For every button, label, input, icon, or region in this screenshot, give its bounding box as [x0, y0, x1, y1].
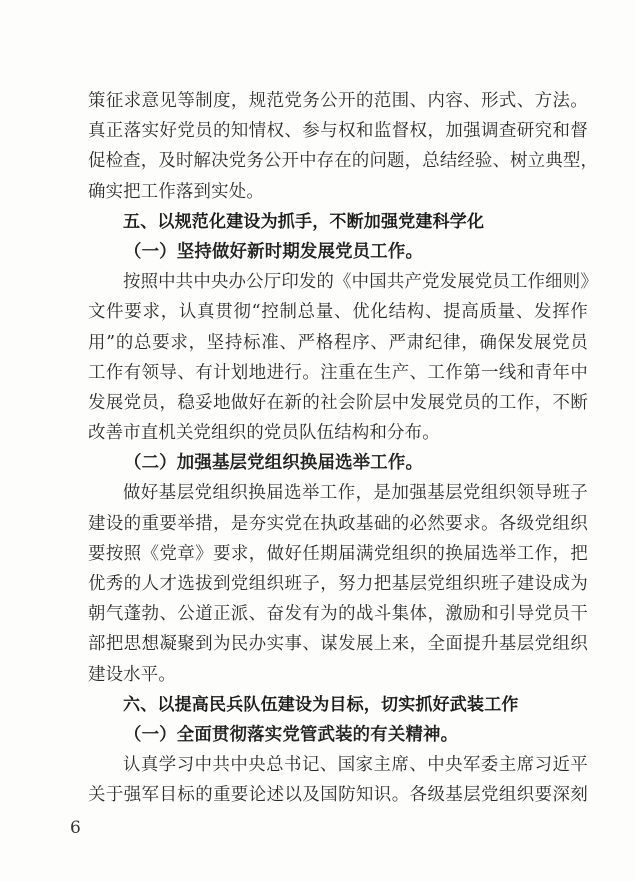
text-line: 认真学习中共中央总书记、国家主席、中央军委主席习近平: [123, 755, 588, 776]
page-number: 6: [70, 818, 81, 838]
document-body: [88, 86, 599, 811]
text-line: 用”的总要求，坚持标准、严格程序、严肃纪律，确保发展党员: [88, 332, 588, 353]
text-line: 按照中共中央办公厅印发的《中国共产党发展党员工作细则》: [123, 272, 598, 293]
text-line: 工作有领导、有计划地进行。注重在生产、工作第一线和青年中: [88, 362, 588, 383]
text-line: 文件要求，认真贯彻“控制总量、优化结构、提高质量、发挥作: [88, 302, 588, 323]
text-line: 建设水平。: [88, 664, 176, 685]
subsection-heading: （一）全面贯彻落实党管武装的有关精神。: [124, 724, 459, 745]
text-line: 确实把工作落到实处。: [88, 181, 264, 202]
text-line: 策征求意见等制度，规范党务公开的范围、内容、形式、方法。: [88, 91, 588, 111]
text-line: 促检查，及时解决党务公开中存在的问题，总结经验、树立典型，: [88, 151, 599, 172]
subsection-heading: （二）加强基层党组织换届选举工作。: [124, 453, 424, 474]
text-line: 朝气蓬勃、公道正派、奋发有为的战斗集体，激励和引导党员干: [88, 604, 588, 625]
text-line: 要按照《党章》要求，做好任期届满党组织的换届选举工作，把: [88, 543, 588, 564]
text-line: 优秀的人才选拔到党组织班子，努力把基层党组织班子建设成为: [88, 574, 588, 594]
subsection-heading: （一）坚持做好新时期发展党员工作。: [124, 241, 424, 262]
section-heading: 五、以规范化建设为抓手，不断加强党建科学化: [123, 211, 485, 232]
text-line: 部把思想凝聚到为民办实事、谋发展上来，全面提升基层党组织: [88, 634, 588, 655]
section-heading: 六、以提高民兵队伍建设为目标，切实抓好武装工作: [123, 694, 519, 715]
text-line: 做好基层党组织换届选举工作，是加强基层党组织领导班子: [123, 483, 588, 504]
text-line: 建设的重要举措，是夯实党在执政基础的必然要求。各级党组织: [88, 513, 588, 534]
text-line: 关于强军目标的重要论述以及国防知识。各级基层党组织要深刻: [88, 785, 588, 806]
text-line: 真正落实好党员的知情权、参与权和监督权，加强调查研究和督: [88, 121, 588, 142]
text-line: 改善市直机关党组织的党员队伍结构和分布。: [88, 423, 440, 444]
text-line: 发展党员，稳妥地做好在新的社会阶层中发展党员的工作，不断: [88, 392, 588, 413]
